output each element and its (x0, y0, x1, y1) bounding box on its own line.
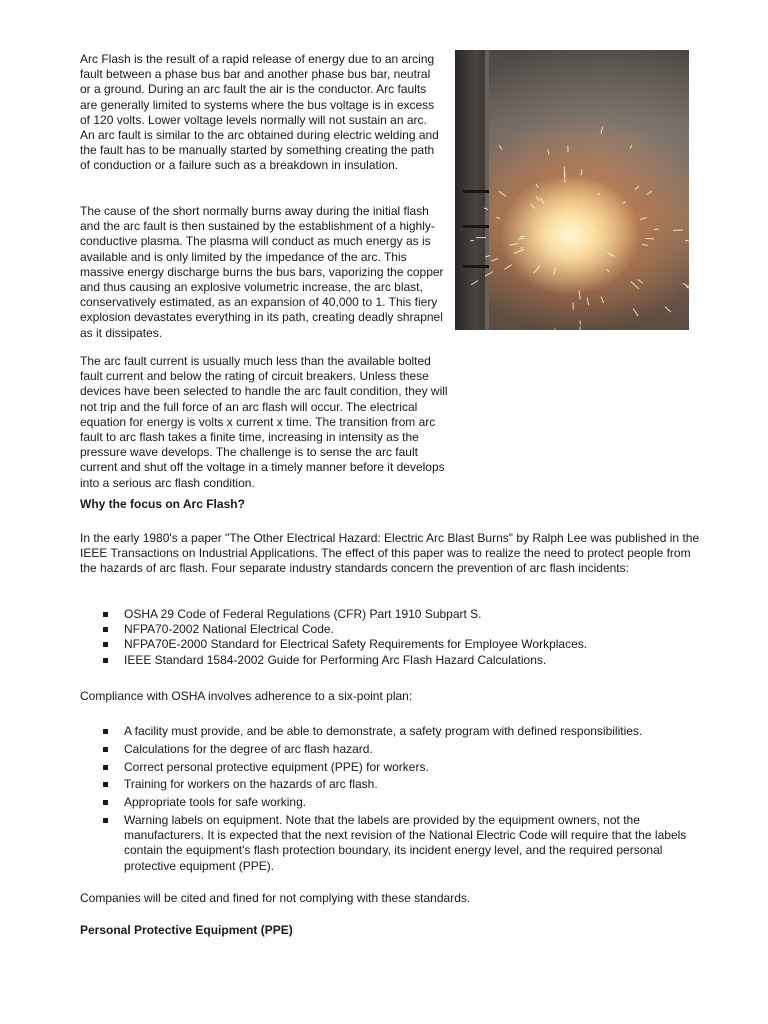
spark (564, 166, 566, 176)
arc-flash-photo (455, 50, 689, 330)
spark (568, 145, 569, 152)
square-bullet-icon (103, 627, 108, 632)
spark (553, 328, 555, 330)
spark (630, 145, 633, 149)
list-item-text: NFPA70-2002 National Electrical Code. (124, 622, 334, 637)
list-item-text: IEEE Standard 1584-2002 Guide for Performing Arc Flash Hazard Calculations. (124, 652, 547, 667)
spark (623, 201, 626, 204)
section-heading-arc-flash-focus: Why the focus on Arc Flash? (80, 497, 245, 511)
spark (685, 240, 689, 241)
spark (641, 244, 647, 246)
spark (673, 229, 683, 231)
compliance-paragraph: Compliance with OSHA involves adherence to a six-point plan: (80, 689, 413, 703)
spark (496, 217, 500, 219)
list-item (100, 637, 700, 652)
list-item-text: Correct personal protective equipment (PPE) for workers. (124, 759, 429, 774)
list-item-text: Appropriate tools for safe working. (124, 795, 307, 810)
square-bullet-icon (103, 612, 108, 617)
bus-bar (463, 190, 489, 193)
standards-list (100, 607, 700, 668)
list-item (100, 813, 700, 874)
spark (476, 237, 486, 238)
spark (509, 243, 518, 246)
spark (518, 238, 524, 239)
square-bullet-icon (103, 658, 108, 663)
spark (499, 145, 502, 150)
spark (498, 191, 506, 197)
spark (514, 249, 525, 254)
list-item (100, 777, 700, 792)
list-item (100, 607, 700, 622)
list-item-text: A facility must provide, and be able to demonstrate, a safety program with defined responsibilities. (124, 724, 643, 738)
spark (631, 282, 639, 290)
spark (580, 170, 582, 176)
list-item (100, 795, 700, 810)
square-bullet-icon (103, 800, 108, 805)
list-item-text: Calculations for the degree of arc flash hazard. (124, 741, 373, 756)
list-item (100, 760, 700, 775)
list-item-text: NFPA70E-2000 Standard for Electrical Safety Requirements for Employee Workplaces. (124, 637, 588, 652)
section-heading-ppe: Personal Protective Equipment (PPE) (80, 923, 293, 937)
spark (535, 183, 538, 187)
list-item-text: Warning labels on equipment. Note that the labels are provided by the equipment owners, not the manufacturers. It is expected that the next revision of the National Electric Code will require that the labels contain the equipment's flash protection boundary, its incident energy level, and the required personal protective equipment (PPE). (124, 812, 687, 873)
spark (607, 269, 610, 272)
list-item (100, 653, 700, 668)
cause-paragraph: The cause of the short normally burns away during the initial flash and the arc fault is then sustained by the establishment of a highly-conductive plasma. The plasma will conduct as much energy as is available and is only limited by the impedance of the arc. This massive energy discharge burns the bus bars, vaporizing the copper and thus causing an explosive volumetric increase, the arc blast, conservatively estimated, as an expansion of 40,000 to 1. This fiery explosion devastates everything in its path, creating deadly shrapnel as it dissipates. (80, 204, 444, 340)
bus-bar (463, 265, 489, 268)
spark (600, 126, 603, 133)
list-item-text: OSHA 29 Code of Federal Regulations (CFR) Part 1910 Subpart S. (124, 607, 482, 621)
spark (470, 240, 474, 241)
spark (646, 238, 654, 239)
square-bullet-icon (103, 642, 108, 647)
spark (610, 254, 614, 257)
spark (600, 296, 604, 303)
square-bullet-icon (103, 782, 108, 787)
square-bullet-icon (103, 747, 108, 752)
list-item (100, 622, 700, 637)
list-item (100, 742, 700, 757)
spark (531, 203, 536, 208)
bus-bar (463, 225, 489, 228)
six-point-plan-list (100, 724, 700, 876)
spark (654, 228, 659, 229)
fault-current-paragraph: The arc fault current is usually much less than the available bolted fault current and below the rating of circuit breakers. Unless these devices have been selected to handle the arc fault condition, they will not trip and the full force of an arc flash will occur. The electrical equation for energy is volts x current x time. The transition from arc fault to arc flash takes a finite time, increasing in intensity as the pressure wave develops. The challenge is to sense the arc fault current and shut off the voltage in a timely manner before it develops into a serious arc flash condition. (80, 354, 448, 490)
spark (632, 308, 638, 316)
spark (686, 286, 689, 289)
spark (540, 198, 545, 204)
history-paragraph: In the early 1980's a paper "The Other Electrical Hazard: Electric Arc Blast Burns" by Ralph Lee was published in the IEEE Transactions on Industrial Applications. The effect of this paper was to realize the need to protect people from the hazards of arc flash. Four separate industry standards concern the prevention of arc flash incidents: (80, 531, 700, 576)
spark (580, 321, 581, 325)
spark (597, 193, 599, 196)
spark (573, 303, 574, 310)
spark (587, 297, 590, 305)
list-item-text: Training for workers on the hazards of arc flash. (124, 777, 378, 792)
spark (533, 265, 540, 273)
list-item (100, 724, 700, 739)
spark (647, 190, 653, 194)
spark (639, 217, 646, 220)
spark (553, 268, 557, 276)
spark (504, 264, 512, 270)
square-bullet-icon (103, 818, 108, 823)
spark (664, 306, 671, 312)
intro-paragraph: Arc Flash is the result of a rapid release of energy due to an arcing fault between a phase bus bar and another phase bus bar, neutral or a ground. During an arc fault the air is the conductor. Arc faults are generally limited to systems where the bus voltage is in excess of 120 volts. Lower voltage levels normally will not sustain an arc. An arc fault is similar to the arc obtained during electric welding and the fault has to be manually started by something creating the path of conduction or a failure such as a breakdown in insulation. (80, 52, 439, 173)
spark (547, 149, 549, 154)
square-bullet-icon (103, 729, 108, 734)
spark (579, 327, 580, 330)
spark (635, 186, 639, 190)
spark (638, 280, 644, 285)
spark (578, 291, 580, 300)
spark (491, 258, 498, 262)
square-bullet-icon (103, 765, 108, 770)
penalty-paragraph: Companies will be cited and fined for not complying with these standards. (80, 891, 471, 905)
